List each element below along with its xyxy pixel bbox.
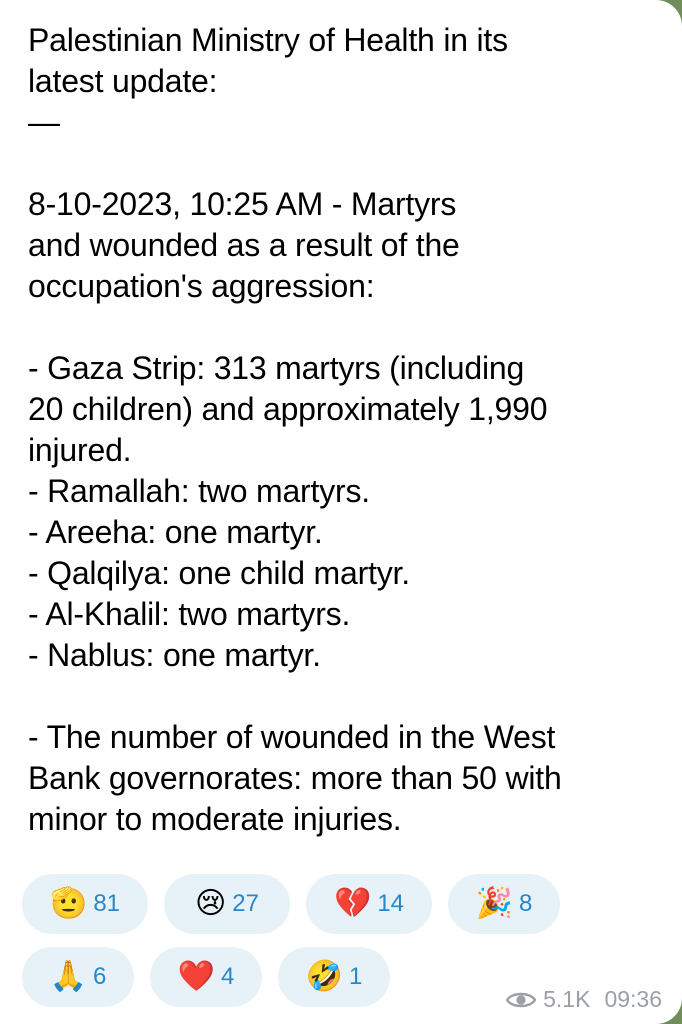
message-line: - Gaza Strip: 313 martyrs (including	[28, 350, 525, 386]
message-blank-line	[28, 307, 662, 348]
eye-icon	[506, 990, 536, 1010]
reaction-count: 81	[93, 890, 121, 917]
reaction-count: 4	[221, 963, 235, 990]
message-line: —	[28, 104, 60, 140]
reaction-crying-chip[interactable]	[164, 874, 290, 934]
message-line: - Areeha: one martyr.	[28, 514, 323, 550]
rolling-laughing-face-icon: 🤣	[305, 959, 343, 994]
reaction-count: 8	[519, 890, 533, 917]
message-blank-line	[28, 676, 662, 717]
message-line: Palestinian Ministry of Health in its	[28, 22, 508, 58]
message-line: - Qalqilya: one child martyr.	[28, 555, 410, 591]
reaction-count: 27	[232, 890, 259, 917]
message-line: 20 children) and approximately 1,990	[28, 391, 548, 427]
folded-hands-icon: 🙏	[49, 959, 87, 994]
view-count: 5.1K	[543, 986, 591, 1012]
reaction-laughing-chip[interactable]	[278, 947, 390, 1007]
message-meta	[506, 986, 662, 1013]
red-heart-icon: ❤️	[177, 959, 215, 994]
reaction-party-chip[interactable]	[448, 874, 560, 934]
message-line: 8-10-2023, 10:25 AM - Martyrs	[28, 186, 457, 222]
reaction-count: 14	[377, 890, 405, 917]
broken-heart-icon: 💔	[333, 886, 372, 921]
reaction-broken-heart-chip[interactable]	[306, 874, 432, 934]
reaction-salute-chip[interactable]	[22, 874, 148, 934]
reaction-heart-chip[interactable]	[150, 947, 262, 1007]
message-line: - Nablus: one martyr.	[28, 637, 321, 673]
crying-face-icon: 😢	[195, 886, 227, 921]
party-popper-icon: 🎉	[475, 886, 513, 921]
reaction-folded-hands-chip[interactable]	[22, 947, 134, 1007]
message-line: minor to moderate injuries.	[28, 801, 402, 837]
reaction-count: 6	[93, 963, 107, 990]
message-line: injured.	[28, 432, 132, 468]
message-blank-line	[28, 143, 662, 184]
reaction-count: 1	[349, 963, 363, 990]
message-line: latest update:	[28, 63, 218, 99]
message-line: Bank governorates: more than 50 with	[28, 760, 562, 796]
message-line: - The number of wounded in the West	[28, 719, 556, 755]
message-time: 09:36	[604, 986, 662, 1012]
message-text	[28, 20, 662, 840]
message-line: and wounded as a result of the	[28, 227, 460, 263]
saluting-face-icon: 🫡	[49, 886, 88, 921]
message-line: - Al-Khalil: two martyrs.	[28, 596, 351, 632]
message-line: - Ramallah: two martyrs.	[28, 473, 370, 509]
message-line: occupation's aggression:	[28, 268, 375, 304]
